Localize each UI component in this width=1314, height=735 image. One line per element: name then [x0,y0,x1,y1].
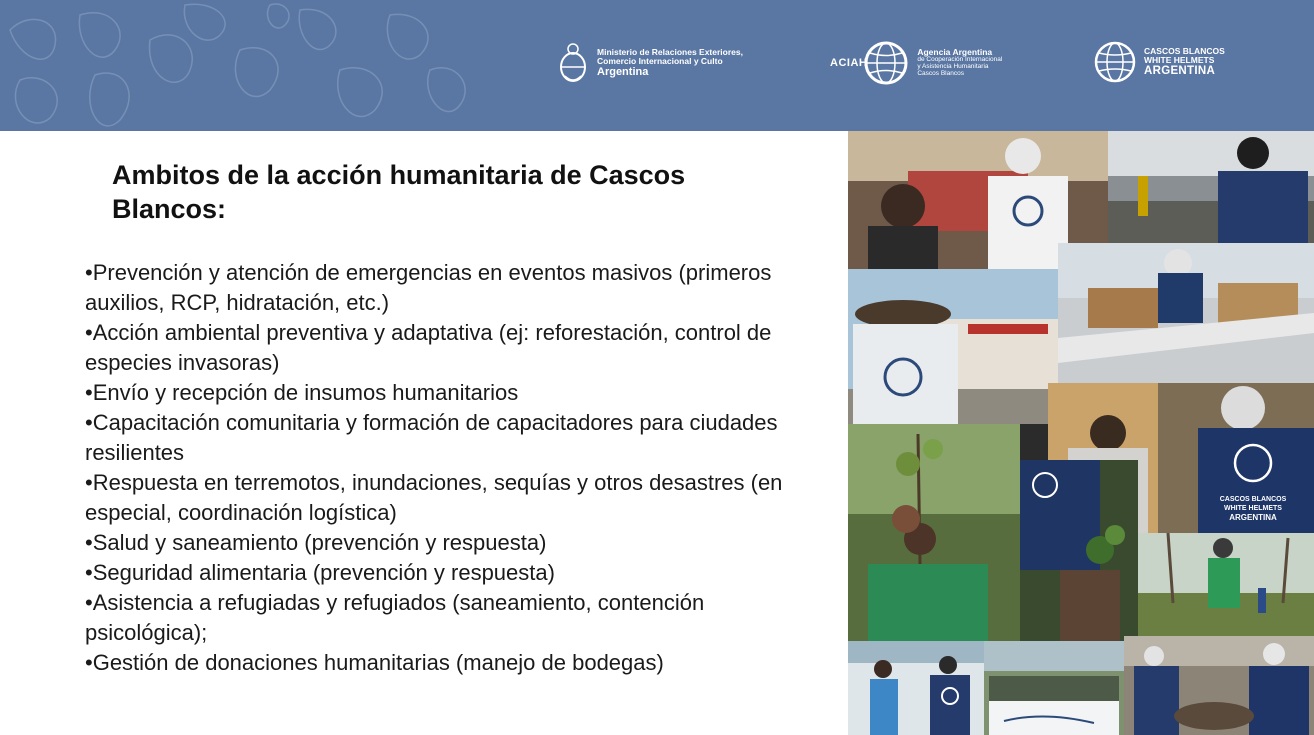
slide-title: Ambitos de la acción humanitaria de Cascos Blancos: [112,160,686,224]
photo-collage [848,131,1314,735]
photo-plant-hands [1020,460,1138,641]
bullet-item: •Salud y saneamiento (prevención y respuesta) [85,530,547,555]
photo-food-cooking [1124,636,1314,735]
logo-aciah-line3: y Asistencia Humanitaria [917,63,989,71]
logo-aciah-line2: de Cooperación Internacional [917,56,1003,64]
logo-mre-line2: Comercio Internacional y Culto [597,55,723,66]
photo-hat-volunteer [848,269,1058,424]
coat-of-arms-icon [557,40,589,86]
logo-cancilleria [557,40,743,86]
bullet-item: •Capacitación comunitaria y formación de capacitadores para ciudades resilientes [85,410,778,465]
logo-aciah-line1: Agencia Argentina [917,47,993,58]
bullet-item: •Seguridad alimentaria (prevención y respuesta) [85,560,555,585]
bullet-item: •Prevención y atención de emergencias en eventos masivos (primeros auxilios, RCP, hidratación, etc.) [85,260,772,315]
globe-icon [863,40,909,86]
vest-label-line3: ARGENTINA [1229,513,1277,522]
photo-tree-planting [848,424,1020,641]
logo-cb-line1: CASCOS BLANCOS [1144,46,1225,57]
photo-street-vest [1108,131,1314,243]
logo-aciah-line4: Cascos Blancos [917,69,964,77]
photo-outdoor-work [1138,533,1314,641]
logo-aciah [830,40,1002,86]
logo-mre-line3: Argentina [597,65,649,78]
logo-cascos-blancos [1094,41,1225,83]
photo-group-banner [984,641,1124,735]
header-banner [0,0,1314,131]
bullet-item: •Respuesta en terremotos, inundaciones, sequías y otros desastres (en especial, coordinación logística) [85,470,783,525]
vest-label-line2: WHITE HELMETS [1224,505,1282,512]
logo-cb-line2: WHITE HELMETS [1144,54,1215,65]
bullet-item: •Envío y recepción de insumos humanitarios [85,380,519,405]
logo-cb-line3: ARGENTINA [1144,64,1216,77]
globe-icon [1094,41,1136,83]
bullet-item: •Asistencia a refugiadas y refugiados (saneamiento, contención psicológica); [85,590,705,645]
map-silhouette-decoration [0,0,480,131]
photo-boxes-aircraft [1058,243,1314,383]
bullet-list [85,258,785,678]
bullet-item: •Acción ambiental preventiva y adaptativa (ej: reforestación, control de especies invasoras) [85,320,772,375]
vest-label-line1: CASCOS BLANCOS [1219,496,1287,503]
bullet-item: •Gestión de donaciones humanitarias (manejo de bodegas) [85,650,664,675]
photo-medical-station [848,641,984,735]
aciah-badge: ACIAH [830,57,868,69]
logo-mre-line1: Ministerio de Relaciones Exteriores, [597,46,743,57]
